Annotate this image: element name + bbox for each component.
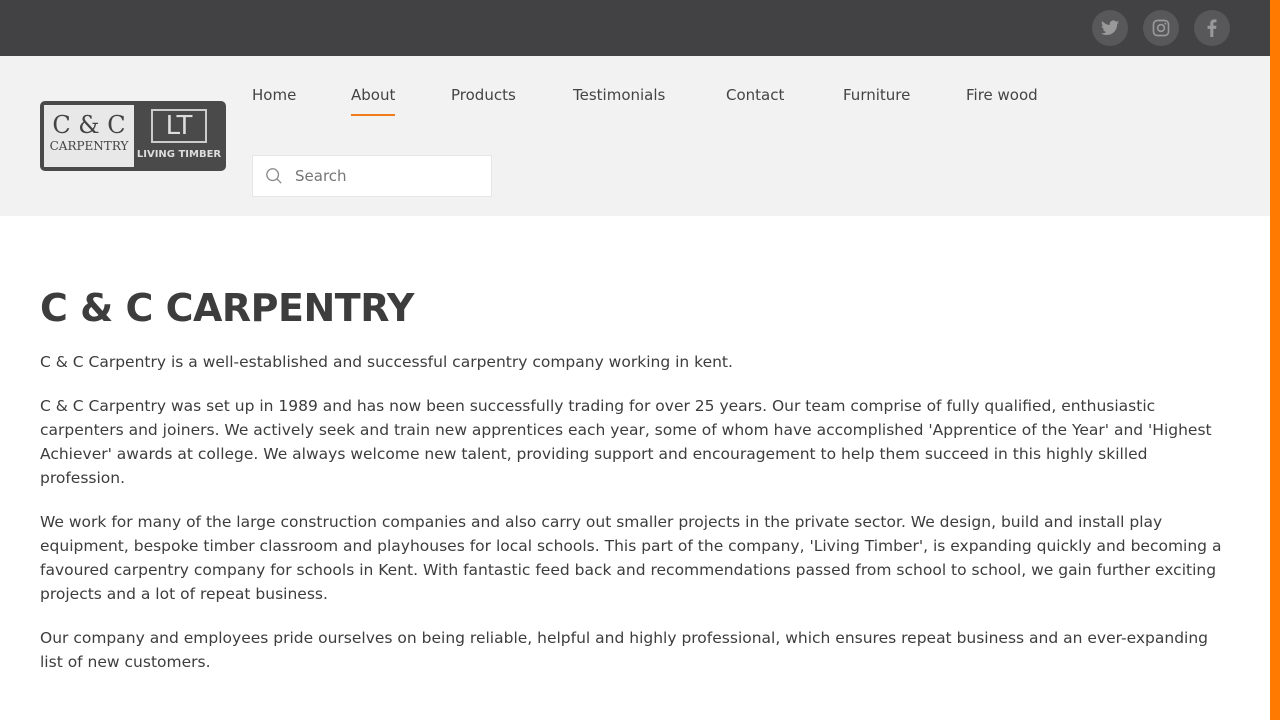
facebook-icon (1207, 19, 1217, 37)
twitter-icon (1101, 20, 1119, 36)
logo[interactable] (40, 101, 226, 171)
site-header (0, 56, 1270, 216)
instagram-link[interactable] (1143, 10, 1179, 46)
page-title: C & C CARPENTRY (40, 286, 414, 330)
nav-home[interactable]: Home (252, 86, 297, 104)
facebook-link[interactable] (1194, 10, 1230, 46)
about-content (40, 350, 1235, 694)
logo-cc (44, 105, 134, 167)
instagram-icon (1152, 19, 1170, 37)
logo-text: CARPENTRY (49, 139, 129, 153)
paragraph: We work for many of the large construction companies and also carry out smaller projects in the private sector. We design, build and install play equipment, bespoke timber classroom and playhouses for local schools. This part of the company, 'Living Timber', is expanding quickly and becoming a favoured carpentry company for schools in Kent. With fantastic feed back and recommendations passed from school to school, we gain further exciting projects and a lot of repeat business. (40, 513, 1222, 603)
nav-about[interactable]: About (351, 86, 395, 116)
paragraph: C & C Carpentry is a well-established and successful carpentry company working in kent. (40, 353, 733, 371)
twitter-link[interactable] (1092, 10, 1128, 46)
nav-furniture[interactable]: Furniture (843, 86, 911, 104)
logo-text: LIVING TIMBER (136, 149, 222, 160)
logo-lt (136, 105, 222, 167)
nav-products[interactable]: Products (451, 86, 516, 104)
search-icon (265, 167, 283, 185)
paragraph: Our company and employees pride ourselves on being reliable, helpful and highly professional, which ensures repeat business and an ever-expanding list of new customers. (40, 629, 1209, 671)
logo-text: C & C (52, 111, 126, 139)
nav-testimonials[interactable]: Testimonials (573, 86, 666, 104)
nav-contact[interactable]: Contact (726, 86, 785, 104)
search-input[interactable] (295, 167, 485, 185)
scrollbar[interactable] (1270, 0, 1280, 720)
nav-fire-wood[interactable]: Fire wood (966, 86, 1038, 104)
paragraph: C & C Carpentry was set up in 1989 and has now been successfully trading for over 25 years. Our team comprise of fully qualified, enthusiastic carpenters and joiners. We actively seek and train new apprentices each year, some of whom have accomplished 'Apprentice of the Year' and 'Highest Achiever' awards at college. We always welcome new talent, providing support and encouragement to help them succeed in this highly skilled profession. (40, 397, 1212, 487)
search-box (252, 155, 492, 197)
logo-text: LT (151, 109, 207, 143)
top-bar (0, 0, 1270, 56)
